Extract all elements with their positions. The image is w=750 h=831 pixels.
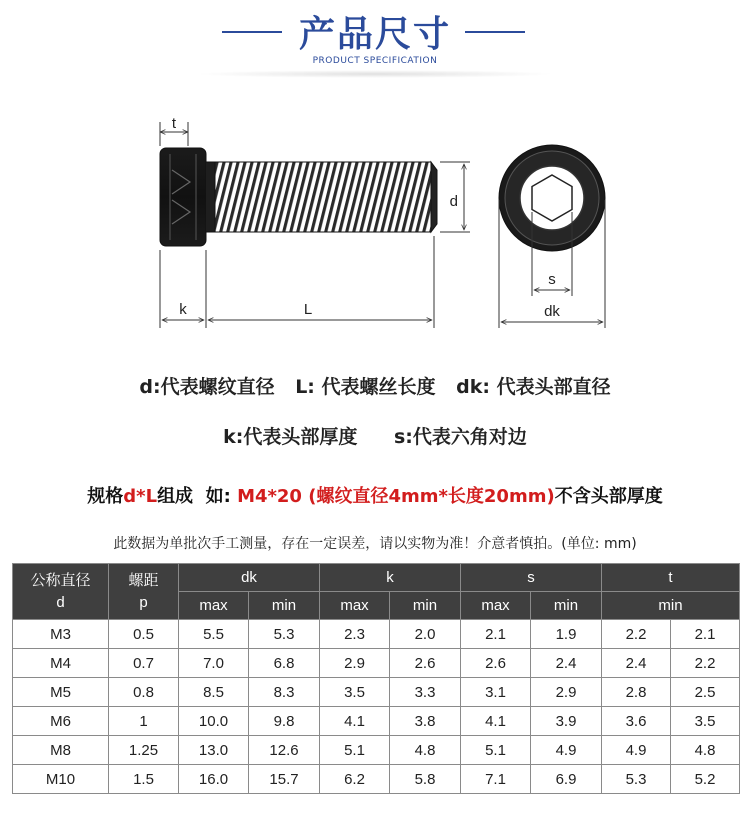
- table-cell: 2.6: [461, 649, 531, 678]
- table-row: [13, 707, 740, 736]
- table-cell: 5.1: [461, 736, 531, 765]
- header-k-min: min: [390, 592, 461, 620]
- table-cell: 1: [109, 707, 179, 736]
- table-cell: 4.8: [390, 736, 461, 765]
- table-cell: 4.8: [671, 736, 740, 765]
- table-row: [13, 765, 740, 794]
- dimension-t: [160, 115, 188, 146]
- table-row: [13, 736, 740, 765]
- table-cell: 1.25: [109, 736, 179, 765]
- table-cell: 9.8: [249, 707, 320, 736]
- screw-shank-side: [215, 162, 437, 232]
- table-row: [13, 678, 740, 707]
- header-t: t: [602, 564, 740, 592]
- table-cell: 12.6: [249, 736, 320, 765]
- table-cell: 2.5: [671, 678, 740, 707]
- header-dk-min: min: [249, 592, 320, 620]
- label-dk: dk: [544, 303, 560, 320]
- table-cell: 3.1: [461, 678, 531, 707]
- table-cell: 2.9: [531, 678, 602, 707]
- table-cell: 3.3: [390, 678, 461, 707]
- header-dk: dk: [179, 564, 320, 592]
- table-cell: 15.7: [249, 765, 320, 794]
- formula-dl: d*L: [123, 486, 158, 507]
- legend-dk: dk: 代表头部直径: [456, 376, 611, 398]
- table-cell: 13.0: [179, 736, 249, 765]
- header-nominal-diameter: [13, 564, 109, 620]
- table-cell: M3: [13, 620, 109, 649]
- table-cell: 16.0: [179, 765, 249, 794]
- table-cell: 2.3: [320, 620, 390, 649]
- screw-head-side: [160, 148, 215, 246]
- table-header-row-1: [13, 564, 740, 592]
- table-cell: 2.8: [602, 678, 671, 707]
- table-cell: 7.0: [179, 649, 249, 678]
- table-cell: M8: [13, 736, 109, 765]
- table-cell: 4.9: [602, 736, 671, 765]
- table-cell: 7.1: [461, 765, 531, 794]
- table-cell: 0.7: [109, 649, 179, 678]
- table-cell: 3.6: [602, 707, 671, 736]
- legend-line-2: [0, 422, 750, 449]
- header-nominal-label: 公称直径: [30, 571, 91, 589]
- header-t-min: min: [602, 592, 740, 620]
- spec-table: [12, 563, 740, 794]
- table-cell: 6.2: [320, 765, 390, 794]
- table-cell: 6.8: [249, 649, 320, 678]
- table-cell: 5.2: [671, 765, 740, 794]
- page-header: [0, 0, 750, 80]
- header-d-label: d: [56, 593, 65, 611]
- table-cell: M10: [13, 765, 109, 794]
- table-cell: M5: [13, 678, 109, 707]
- header-pitch: [109, 564, 179, 620]
- table-cell: 3.5: [671, 707, 740, 736]
- table-cell: 4.1: [320, 707, 390, 736]
- table-cell: 2.1: [461, 620, 531, 649]
- table-cell: M6: [13, 707, 109, 736]
- table-cell: 3.5: [320, 678, 390, 707]
- legend-l: L: 代表螺丝长度: [295, 376, 436, 398]
- table-cell: 2.9: [320, 649, 390, 678]
- table-cell: 5.1: [320, 736, 390, 765]
- header-rule-right: [465, 31, 525, 33]
- table-cell: M4: [13, 649, 109, 678]
- table-cell: 5.8: [390, 765, 461, 794]
- table-cell: 2.0: [390, 620, 461, 649]
- spec-formula: [0, 482, 750, 508]
- legend-line-1: [0, 372, 750, 399]
- table-cell: 1.5: [109, 765, 179, 794]
- header-pitch-label: 螺距: [128, 571, 159, 589]
- formula-mid: 组成 如:: [157, 486, 238, 507]
- header-k: k: [320, 564, 461, 592]
- formula-suffix: 不含头部厚度: [554, 486, 663, 507]
- page-title: 产品尺寸: [298, 14, 451, 55]
- dimension-k-l: [160, 236, 434, 328]
- table-cell: 2.2: [671, 649, 740, 678]
- table-cell: 4.1: [461, 707, 531, 736]
- label-l: L: [303, 301, 313, 318]
- table-cell: 2.1: [671, 620, 740, 649]
- table-cell: 8.3: [249, 678, 320, 707]
- table-cell: 5.3: [602, 765, 671, 794]
- table-cell: 1.9: [531, 620, 602, 649]
- page-subtitle: PRODUCT SPECIFICATION: [312, 56, 438, 66]
- screw-head-end: [499, 145, 605, 251]
- table-cell: 10.0: [179, 707, 249, 736]
- label-s: s: [548, 271, 556, 288]
- header-p-label: p: [139, 593, 148, 611]
- table-cell: 2.4: [602, 649, 671, 678]
- header-s: s: [461, 564, 602, 592]
- header-s-max: max: [461, 592, 531, 620]
- formula-prefix: 规格: [87, 486, 124, 507]
- table-row: [13, 649, 740, 678]
- table-cell: 4.9: [531, 736, 602, 765]
- header-k-max: max: [320, 592, 390, 620]
- table-cell: 6.9: [531, 765, 602, 794]
- header-shadow: [195, 70, 555, 78]
- table-cell: 3.9: [531, 707, 602, 736]
- table-cell: 2.6: [390, 649, 461, 678]
- table-cell: 2.2: [602, 620, 671, 649]
- table-cell: 0.8: [109, 678, 179, 707]
- screw-drawing: [0, 100, 750, 345]
- table-body: [13, 620, 740, 794]
- header-s-min: min: [531, 592, 602, 620]
- table-cell: 0.5: [109, 620, 179, 649]
- dimension-d: [440, 162, 470, 232]
- table-cell: 2.4: [531, 649, 602, 678]
- label-k: k: [179, 301, 187, 318]
- legend-s: s:代表六角对边: [393, 426, 527, 448]
- table-cell: 3.8: [390, 707, 461, 736]
- formula-example: M4*20 (螺纹直径4mm*长度20mm): [237, 486, 555, 507]
- table-row: [13, 620, 740, 649]
- table-cell: 5.3: [249, 620, 320, 649]
- label-d: d: [449, 193, 458, 210]
- header-dk-max: max: [179, 592, 249, 620]
- legend-k: k:代表头部厚度: [223, 426, 358, 448]
- legend-d: d:代表螺纹直径: [139, 376, 275, 398]
- table-cell: 5.5: [179, 620, 249, 649]
- measurement-note: 此数据为单批次手工测量，存在一定误差，请以实物为准！介意者慎拍。(单位: mm): [113, 536, 637, 552]
- label-t: t: [171, 115, 177, 132]
- table-cell: 8.5: [179, 678, 249, 707]
